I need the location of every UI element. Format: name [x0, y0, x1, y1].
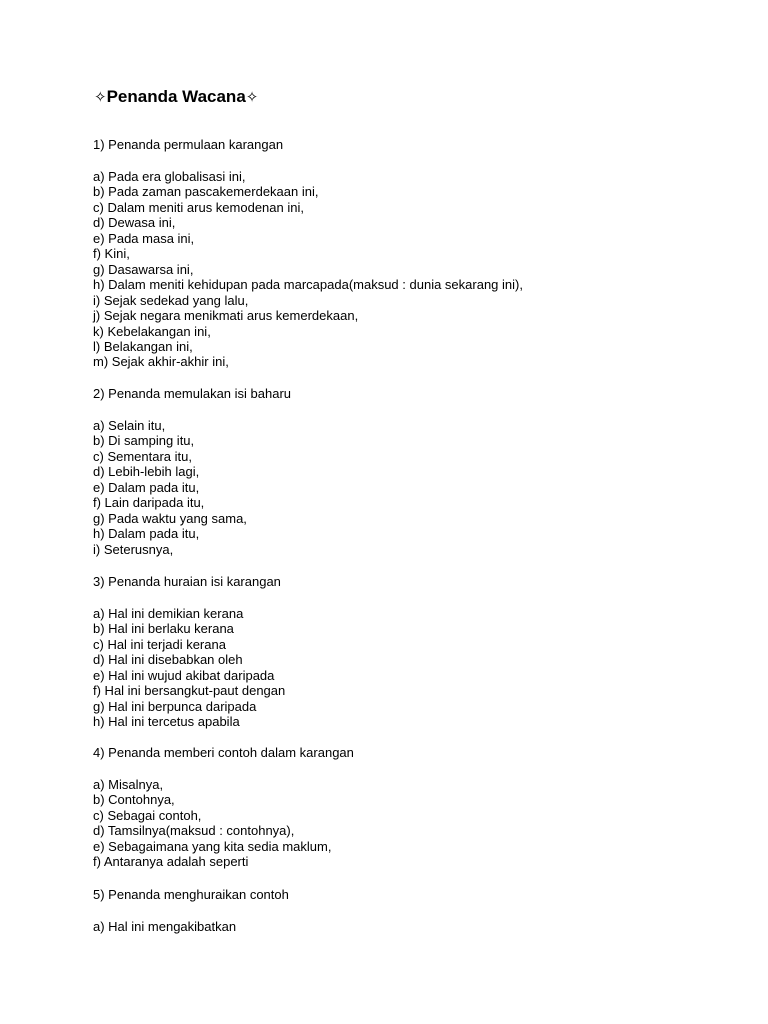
- list-item: g) Dasawarsa ini,: [93, 261, 194, 277]
- list-item: h) Dalam meniti kehidupan pada marcapada(maksud : dunia sekarang ini),: [93, 277, 523, 293]
- list-item: a) Hal ini demikian kerana: [93, 606, 244, 621]
- list-item: d) Tamsilnya(maksud : contohnya),: [93, 823, 295, 839]
- list-item: g) Pada waktu yang sama,: [93, 510, 247, 526]
- document-title: [94, 86, 258, 109]
- list-item: c) Hal ini terjadi kerana: [93, 636, 226, 652]
- list-item: c) Sebagai contoh,: [93, 807, 202, 823]
- list-item: d) Dewasa ini,: [93, 215, 176, 231]
- list-item: g) Hal ini berpunca daripada: [93, 698, 257, 714]
- list-item: a) Hal ini mengakibatkan: [93, 919, 237, 934]
- list-item: e) Hal ini wujud akibat daripada: [93, 667, 275, 683]
- list-item: c) Dalam meniti arus kemodenan ini,: [93, 199, 304, 215]
- title-text: Penanda Wacana: [106, 87, 246, 106]
- section-heading: 2) Penanda memulakan isi baharu: [93, 386, 292, 401]
- list-item: d) Hal ini disebabkan oleh: [93, 652, 243, 668]
- list-item: i) Seterusnya,: [93, 541, 174, 557]
- list-item: b) Di samping itu,: [93, 433, 195, 449]
- section-3: [93, 574, 285, 730]
- list-item: a) Pada era globalisasi ini,: [93, 169, 246, 184]
- list-item: l) Belakangan ini,: [93, 338, 193, 354]
- section-items: [93, 777, 354, 870]
- list-item: h) Dalam pada itu,: [93, 526, 200, 542]
- list-item: b) Pada zaman pascakemerdekaan ini,: [93, 184, 319, 200]
- list-item: b) Contohnya,: [93, 792, 175, 808]
- section-heading: 1) Penanda permulaan karangan: [93, 137, 284, 152]
- list-item: e) Sebagaimana yang kita sedia maklum,: [93, 838, 332, 854]
- ornament-right-icon: ✧: [245, 89, 259, 106]
- list-item: f) Hal ini bersangkut-paut dengan: [93, 683, 286, 699]
- section-2: [93, 386, 291, 557]
- list-item: d) Lebih-lebih lagi,: [93, 464, 200, 480]
- section-heading: 3) Penanda huraian isi karangan: [93, 574, 281, 589]
- section-heading: 4) Penanda memberi contoh dalam karangan: [93, 745, 354, 760]
- list-item: j) Sejak negara menikmati arus kemerdekaan,: [93, 308, 359, 324]
- list-item: a) Misalnya,: [93, 777, 164, 792]
- list-item: c) Sementara itu,: [93, 448, 192, 464]
- list-item: a) Selain itu,: [93, 418, 166, 433]
- list-item: f) Antaranya adalah seperti: [93, 854, 249, 870]
- list-item: i) Sejak sedekad yang lalu,: [93, 292, 249, 308]
- section-items: [93, 169, 523, 370]
- section-heading: 5) Penanda menghuraikan contoh: [93, 887, 289, 902]
- list-item: h) Hal ini tercetus apabila: [93, 714, 240, 730]
- section-5: [93, 887, 289, 934]
- list-item: e) Pada masa ini,: [93, 230, 195, 246]
- list-item: k) Kebelakangan ini,: [93, 323, 211, 339]
- list-item: e) Dalam pada itu,: [93, 479, 200, 495]
- list-item: f) Lain daripada itu,: [93, 495, 205, 511]
- section-items: [93, 919, 289, 934]
- section-4: [93, 745, 354, 870]
- list-item: b) Hal ini berlaku kerana: [93, 621, 234, 637]
- section-items: [93, 606, 285, 730]
- section-1: [93, 137, 523, 370]
- ornament-left-icon: ✧: [94, 89, 107, 106]
- list-item: m) Sejak akhir-akhir ini,: [93, 354, 229, 370]
- list-item: f) Kini,: [93, 246, 130, 262]
- section-items: [93, 418, 291, 557]
